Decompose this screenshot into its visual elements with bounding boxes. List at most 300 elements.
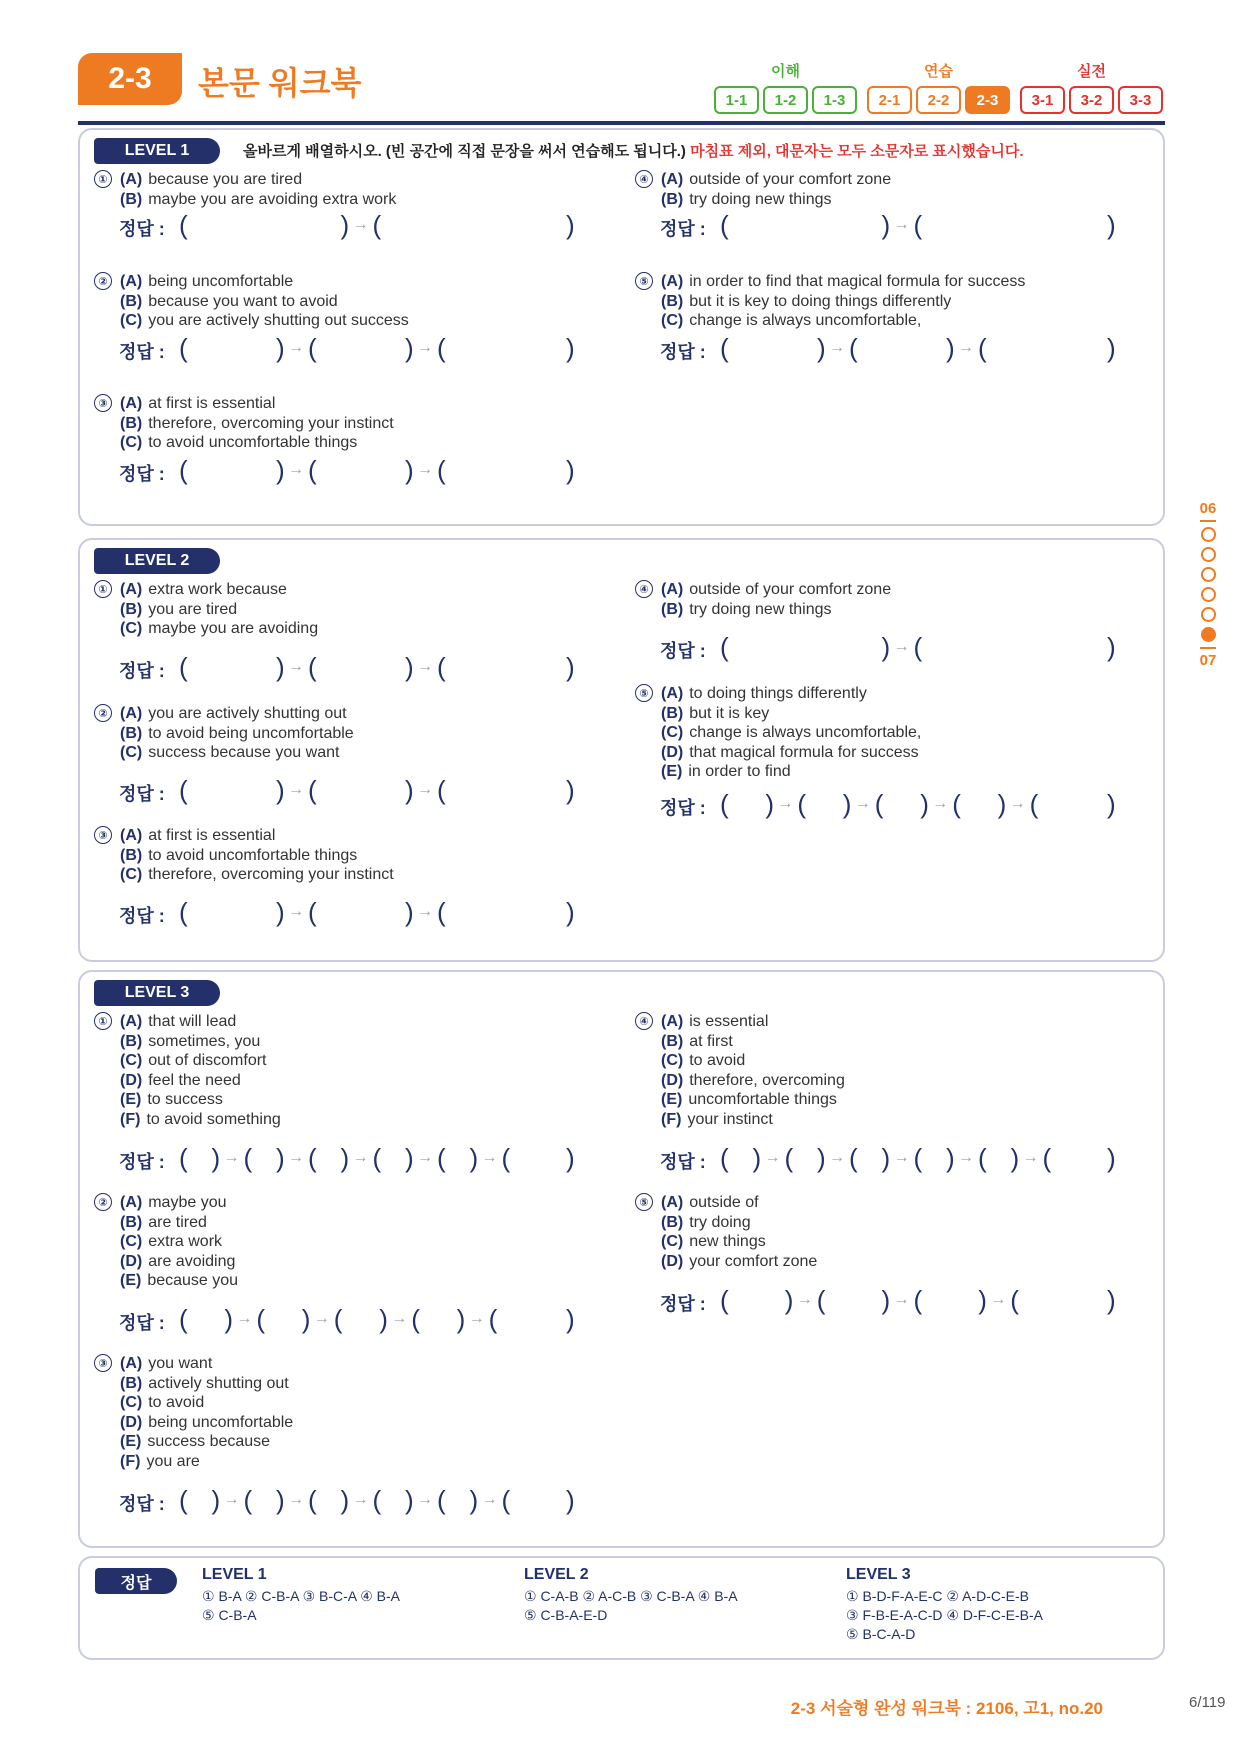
question-1 — [94, 580, 319, 639]
answer-blank-open: ( — [720, 1285, 729, 1315]
order-arrow: → — [893, 216, 910, 233]
answer-blank-close: ) — [456, 1304, 466, 1334]
side-index-top: 06 — [1199, 500, 1217, 517]
answer-row[interactable] — [660, 1287, 1115, 1317]
option-letter: (B) — [120, 292, 143, 310]
option-b — [661, 1032, 845, 1052]
option-e — [661, 762, 921, 782]
answer-blank-open: ( — [849, 333, 858, 363]
option-text: you are actively shutting out — [148, 705, 347, 722]
option-a — [120, 580, 318, 600]
order-arrow: → — [417, 339, 433, 356]
order-arrow: → — [352, 1491, 369, 1508]
option-letter: (D) — [120, 1252, 143, 1270]
answer-key-line: ① B-D-F-A-E-C ② A-D-C-E-B — [846, 1588, 1029, 1604]
option-e — [661, 1090, 845, 1110]
level-2-panel — [78, 538, 1165, 962]
option-letter: (D) — [120, 1071, 143, 1089]
option-letter: (B) — [661, 704, 684, 722]
order-arrow: → — [417, 781, 433, 798]
option-text: but it is key to doing things differently — [689, 292, 952, 310]
option-text: maybe you are avoiding extra work — [148, 190, 397, 208]
answer-row[interactable] — [660, 634, 1115, 664]
nav-group-practice — [867, 60, 1010, 114]
option-letter: (F) — [120, 1110, 141, 1128]
order-arrow: → — [893, 638, 910, 655]
answer-key-line: ③ F-B-E-A-C-D ④ D-F-C-E-B-A — [846, 1607, 1043, 1623]
answer-blank-open: ( — [308, 1143, 317, 1173]
option-b — [120, 292, 409, 312]
answer-row[interactable] — [119, 1145, 574, 1175]
answer-blank-close: ) — [405, 775, 414, 805]
order-arrow: → — [288, 658, 304, 675]
option-text: but it is key — [689, 704, 770, 722]
side-index-bar — [1200, 647, 1216, 649]
option-text: success because you want — [148, 744, 340, 761]
option-c — [120, 1393, 293, 1413]
option-text: being uncomfortable — [148, 1413, 294, 1431]
answer-blank-open: ( — [913, 632, 923, 662]
option-letter: (C) — [120, 744, 143, 761]
option-text: therefore, overcoming — [689, 1071, 845, 1089]
question-number: ② — [94, 704, 112, 722]
answer-blank-close: ) — [566, 1304, 575, 1334]
option-letter: (B) — [661, 190, 684, 208]
answer-blank-close: ) — [276, 1485, 285, 1515]
answer-blank-close: ) — [946, 333, 955, 363]
order-arrow: → — [288, 1149, 304, 1166]
option-text: because you are tired — [148, 171, 303, 188]
answer-blank-close: ) — [1010, 1143, 1020, 1173]
option-c — [661, 1232, 817, 1252]
option-letter: (A) — [120, 1194, 143, 1211]
answer-blank-close: ) — [946, 1143, 955, 1173]
question-4 — [635, 170, 892, 209]
answer-blank-open: ( — [720, 1143, 729, 1173]
question-number: ④ — [635, 170, 653, 188]
answer-blank-open: ( — [1010, 1285, 1019, 1315]
level-3-panel — [78, 970, 1165, 1548]
option-letter: (C) — [120, 1394, 143, 1411]
answer-blank-open: ( — [501, 1143, 511, 1173]
option-e — [120, 1271, 238, 1291]
question-number: ⑤ — [635, 684, 653, 702]
order-arrow: → — [893, 1291, 910, 1308]
option-letter: (C) — [120, 866, 143, 883]
option-text: because you want to avoid — [148, 292, 338, 310]
option-a — [120, 170, 396, 190]
side-index-bar — [1200, 520, 1216, 522]
answer-key-line: ⑤ B-C-A-D — [846, 1626, 916, 1642]
answer-blank-open: ( — [913, 210, 923, 240]
order-arrow: → — [829, 339, 845, 356]
option-text: actively shutting out — [148, 1374, 289, 1392]
option-text: your instinct — [687, 1110, 773, 1128]
order-arrow: → — [223, 1149, 240, 1166]
answer-blank-open: ( — [784, 1143, 794, 1173]
option-text: that will lead — [148, 1013, 237, 1030]
nav-1-3[interactable]: 1-3 — [812, 86, 857, 114]
level-1-panel — [78, 128, 1165, 526]
nav-3-3[interactable]: 3-3 — [1118, 86, 1163, 114]
order-arrow: → — [417, 461, 433, 478]
nav-caption: 연습 — [924, 63, 953, 80]
answer-label: 정답 : — [119, 1152, 165, 1172]
answer-blank-close: ) — [881, 632, 891, 662]
option-letter: (C) — [120, 1233, 143, 1250]
option-b — [661, 704, 921, 724]
answer-key-line: ⑤ C-B-A — [202, 1607, 257, 1623]
order-arrow: → — [391, 1310, 408, 1327]
answer-key-level-3 — [846, 1566, 1043, 1644]
side-index — [1196, 500, 1220, 669]
option-letter: (B) — [120, 600, 143, 618]
answer-blank-open: ( — [179, 897, 188, 927]
answer-blank-close: ) — [405, 333, 414, 363]
option-letter: (D) — [120, 1413, 143, 1431]
option-text: you are actively shutting out success — [148, 312, 409, 329]
question-number: ⑤ — [635, 272, 653, 290]
option-text: outside of — [689, 1194, 759, 1211]
question-2 — [94, 704, 354, 763]
option-letter: (B) — [661, 1213, 684, 1231]
answer-blank-open: ( — [308, 897, 317, 927]
option-letter: (C) — [120, 1052, 143, 1069]
section-badge: 2-3 — [78, 53, 182, 105]
option-b — [120, 190, 396, 210]
question-number: ④ — [635, 580, 653, 598]
answer-blank-close: ) — [1107, 333, 1116, 363]
order-arrow: → — [932, 795, 949, 812]
answer-label: 정답 : — [119, 1494, 165, 1514]
order-arrow: → — [288, 903, 304, 920]
option-letter: (C) — [120, 434, 143, 451]
answer-blank-open: ( — [308, 333, 317, 363]
nav-group-real — [1020, 60, 1163, 114]
option-text: that magical formula for success — [689, 743, 919, 761]
option-letter: (E) — [661, 763, 683, 780]
option-a — [120, 1354, 293, 1374]
answer-blank-close: ) — [566, 333, 575, 363]
option-c — [120, 865, 394, 885]
answer-key-line: ⑤ C-B-A-E-D — [524, 1607, 608, 1623]
option-a — [661, 170, 891, 190]
option-text: therefore, overcoming your instinct — [148, 866, 394, 883]
option-text: out of discomfort — [148, 1052, 267, 1069]
answer-label: 정답 : — [660, 1294, 706, 1314]
option-letter: (B) — [661, 600, 684, 618]
answer-label: 정답 : — [119, 464, 165, 484]
header-divider — [78, 121, 1165, 125]
order-arrow: → — [481, 1149, 498, 1166]
answer-blank-open: ( — [179, 1485, 188, 1515]
question-2 — [94, 272, 409, 331]
option-text: try doing new things — [689, 600, 832, 618]
option-a — [120, 1012, 281, 1032]
option-text: outside of your comfort zone — [689, 581, 892, 598]
option-b — [120, 1213, 238, 1233]
option-b — [661, 600, 891, 620]
option-text: at first is essential — [148, 395, 276, 412]
option-a — [120, 704, 354, 724]
option-b — [120, 1374, 293, 1394]
option-letter: (D) — [661, 743, 684, 761]
option-a — [661, 580, 891, 600]
question-number: ③ — [94, 394, 112, 412]
option-c — [661, 1051, 845, 1071]
answer-row[interactable] — [119, 212, 574, 242]
answer-blank-close: ) — [566, 1485, 575, 1515]
answer-blank-close: ) — [566, 210, 575, 240]
order-arrow: → — [223, 1491, 240, 1508]
answer-blank-open: ( — [1042, 1143, 1052, 1173]
option-letter: (A) — [661, 171, 684, 188]
option-letter: (B) — [120, 1213, 143, 1231]
question-1 — [94, 170, 397, 209]
option-c — [661, 723, 921, 743]
level-tag: LEVEL 3 — [94, 980, 220, 1006]
option-letter: (C) — [661, 312, 684, 329]
answer-row[interactable] — [119, 1487, 574, 1517]
answer-blank-close: ) — [405, 455, 414, 485]
option-c — [120, 743, 354, 763]
answer-blank-close: ) — [566, 775, 575, 805]
option-text: you are — [146, 1452, 200, 1470]
side-index-dot — [1201, 527, 1216, 542]
option-text: are tired — [148, 1213, 207, 1231]
side-index-circles — [1196, 527, 1220, 642]
option-c — [120, 311, 409, 331]
side-index-dot — [1201, 587, 1216, 602]
nav-2-1[interactable]: 2-1 — [867, 86, 912, 114]
option-text: uncomfortable things — [688, 1091, 837, 1108]
option-b — [120, 414, 394, 434]
order-arrow: → — [417, 1491, 433, 1508]
answer-blank-close: ) — [405, 1143, 414, 1173]
option-text: try doing new things — [689, 190, 832, 208]
answer-blank-open: ( — [437, 897, 446, 927]
answer-blank-open: ( — [978, 1143, 987, 1173]
answer-blank-open: ( — [179, 455, 188, 485]
answer-blank-close: ) — [340, 1485, 350, 1515]
answer-row[interactable] — [119, 335, 574, 365]
option-letter: (A) — [661, 273, 684, 290]
side-index-dot — [1201, 607, 1216, 622]
option-a — [120, 394, 394, 414]
answer-blank-open: ( — [437, 1143, 446, 1173]
nav-2-2[interactable]: 2-2 — [916, 86, 961, 114]
question-3 — [94, 1354, 294, 1471]
answer-key-line: ① C-A-B ② A-C-B ③ C-B-A ④ B-A — [524, 1588, 738, 1604]
option-letter: (A) — [661, 685, 684, 702]
level-tag: LEVEL 2 — [94, 548, 220, 574]
option-letter: (B) — [120, 190, 143, 208]
option-letter: (A) — [661, 1194, 684, 1211]
order-arrow: → — [468, 1310, 485, 1327]
answer-row[interactable] — [119, 899, 574, 929]
option-letter: (A) — [120, 1355, 143, 1372]
option-d — [120, 1252, 238, 1272]
option-letter: (C) — [120, 620, 143, 637]
answer-blank-open: ( — [243, 1485, 253, 1515]
instruction-note: 마침표 제외, 대문자는 모두 소문자로 표시했습니다. — [690, 143, 1024, 160]
answer-row[interactable] — [660, 212, 1115, 242]
option-text: you are tired — [148, 600, 238, 618]
option-text: is essential — [689, 1013, 769, 1030]
answer-blank-open: ( — [437, 455, 446, 485]
option-text: extra work — [148, 1233, 223, 1250]
answer-blank-close: ) — [405, 1485, 414, 1515]
option-c — [661, 311, 1025, 331]
nav-group-understand — [714, 60, 857, 114]
answer-label: 정답 : — [119, 342, 165, 362]
question-5 — [635, 272, 1026, 331]
option-a — [661, 1012, 845, 1032]
answer-blank-open: ( — [372, 210, 382, 240]
nav-1-1[interactable]: 1-1 — [714, 86, 759, 114]
option-letter: (E) — [120, 1091, 142, 1108]
answer-blank-close: ) — [752, 1143, 762, 1173]
nav-caption: 실전 — [1077, 63, 1106, 80]
answer-label: 정답 : — [660, 1152, 706, 1172]
answer-row[interactable] — [660, 791, 1115, 821]
answer-key-level-1 — [202, 1566, 400, 1625]
answer-blank-open: ( — [179, 1143, 188, 1173]
option-a — [661, 272, 1025, 292]
answer-row[interactable] — [119, 1306, 574, 1336]
option-letter: (A) — [120, 705, 143, 722]
option-text: to avoid uncomfortable things — [148, 846, 358, 864]
option-text: to avoid being uncomfortable — [148, 724, 354, 742]
answer-blank-close: ) — [276, 333, 285, 363]
option-text: feel the need — [148, 1071, 241, 1089]
option-letter: (B) — [661, 1032, 684, 1050]
answer-label: 정답 : — [119, 661, 165, 681]
answer-key-heading: LEVEL 2 — [524, 1566, 589, 1583]
option-text: because you — [147, 1272, 239, 1289]
answer-blank-open: ( — [256, 1304, 266, 1334]
option-d — [120, 1071, 281, 1091]
option-d — [661, 743, 921, 763]
answer-blank-close: ) — [276, 1143, 285, 1173]
answer-blank-close: ) — [1107, 210, 1116, 240]
option-f — [120, 1452, 293, 1472]
option-text: are avoiding — [148, 1252, 236, 1270]
option-text: extra work because — [148, 581, 287, 598]
option-text: outside of your comfort zone — [689, 171, 892, 188]
answer-blank-open: ( — [308, 455, 317, 485]
order-arrow: → — [990, 1291, 1007, 1308]
answer-blank-close: ) — [301, 1304, 311, 1334]
option-d — [120, 1413, 293, 1433]
order-arrow: → — [829, 1149, 845, 1166]
answer-blank-close: ) — [566, 897, 575, 927]
answer-row[interactable] — [660, 1145, 1115, 1175]
page-title: 본문 워크북 — [198, 65, 362, 101]
answer-blank-open: ( — [437, 775, 446, 805]
answer-blank-close: ) — [566, 652, 575, 682]
question-4 — [635, 1012, 845, 1129]
footer-title: 2-3 서술형 완성 워크북 : 2106, 고1, no.20 — [790, 1699, 1103, 1718]
answer-blank-close: ) — [469, 1485, 479, 1515]
order-arrow: → — [958, 339, 974, 356]
order-arrow: → — [777, 795, 794, 812]
answer-row[interactable] — [119, 654, 574, 684]
question-5 — [635, 1193, 818, 1271]
answer-blank-open: ( — [797, 789, 807, 819]
answer-blank-close: ) — [379, 1304, 388, 1334]
option-letter: (B) — [120, 724, 143, 742]
answer-blank-open: ( — [179, 775, 188, 805]
order-arrow: → — [1009, 795, 1026, 812]
instruction-text: 올바르게 배열하시오. (빈 공간에 직접 문장을 써서 연습해도 됩니다.) — [243, 143, 686, 160]
answer-blank-close: ) — [817, 1143, 826, 1173]
answer-blank-close: ) — [881, 1285, 891, 1315]
answer-label: 정답 : — [119, 784, 165, 804]
option-letter: (A) — [661, 1013, 684, 1030]
option-text: to doing things differently — [689, 685, 867, 702]
option-text: your comfort zone — [689, 1252, 818, 1270]
answer-row[interactable] — [660, 335, 1115, 365]
answer-blank-open: ( — [913, 1285, 923, 1315]
answer-blank-open: ( — [720, 789, 729, 819]
nav-3-1[interactable]: 3-1 — [1020, 86, 1065, 114]
option-d — [661, 1252, 817, 1272]
answer-blank-close: ) — [817, 333, 826, 363]
answer-key-line: ① B-A ② C-B-A ③ B-C-A ④ B-A — [202, 1588, 401, 1604]
option-letter: (E) — [120, 1272, 142, 1289]
answer-blank-close: ) — [276, 455, 285, 485]
answer-blank-close: ) — [920, 789, 929, 819]
answer-blank-open: ( — [372, 1143, 382, 1173]
nav-1-2[interactable]: 1-2 — [763, 86, 808, 114]
answer-blank-close: ) — [765, 789, 775, 819]
question-number: ② — [94, 272, 112, 290]
answer-row[interactable] — [119, 457, 574, 487]
option-text: being uncomfortable — [148, 273, 294, 290]
answer-label: 정답 : — [660, 342, 706, 362]
answer-blank-open: ( — [488, 1304, 498, 1334]
side-index-dot — [1201, 627, 1216, 642]
answer-blank-open: ( — [411, 1304, 420, 1334]
answer-key-panel — [78, 1556, 1165, 1660]
order-arrow: → — [417, 903, 433, 920]
question-2 — [94, 1193, 239, 1291]
nav-3-2[interactable]: 3-2 — [1069, 86, 1114, 114]
answer-blank-close: ) — [1107, 1285, 1116, 1315]
option-letter: (D) — [661, 1071, 684, 1089]
option-b — [661, 1213, 817, 1233]
answer-blank-close: ) — [405, 652, 414, 682]
option-a — [120, 272, 409, 292]
answer-row[interactable] — [119, 777, 574, 807]
answer-key-tag: 정답 — [95, 1568, 177, 1594]
option-text: success because — [147, 1433, 271, 1450]
option-text: at first is essential — [148, 827, 276, 844]
answer-blank-close: ) — [340, 210, 350, 240]
answer-blank-open: ( — [333, 1304, 343, 1334]
option-b — [661, 292, 1025, 312]
nav-2-3[interactable]: 2-3 — [965, 86, 1010, 114]
option-text: therefore, overcoming your instinct — [148, 414, 394, 432]
option-text: maybe you — [148, 1194, 227, 1211]
option-text: at first — [689, 1032, 733, 1050]
option-text: change is always uncomfortable, — [689, 724, 922, 741]
option-text: to avoid — [689, 1052, 746, 1069]
option-letter: (C) — [661, 724, 684, 741]
option-letter: (F) — [661, 1110, 682, 1128]
option-a — [661, 1193, 817, 1213]
